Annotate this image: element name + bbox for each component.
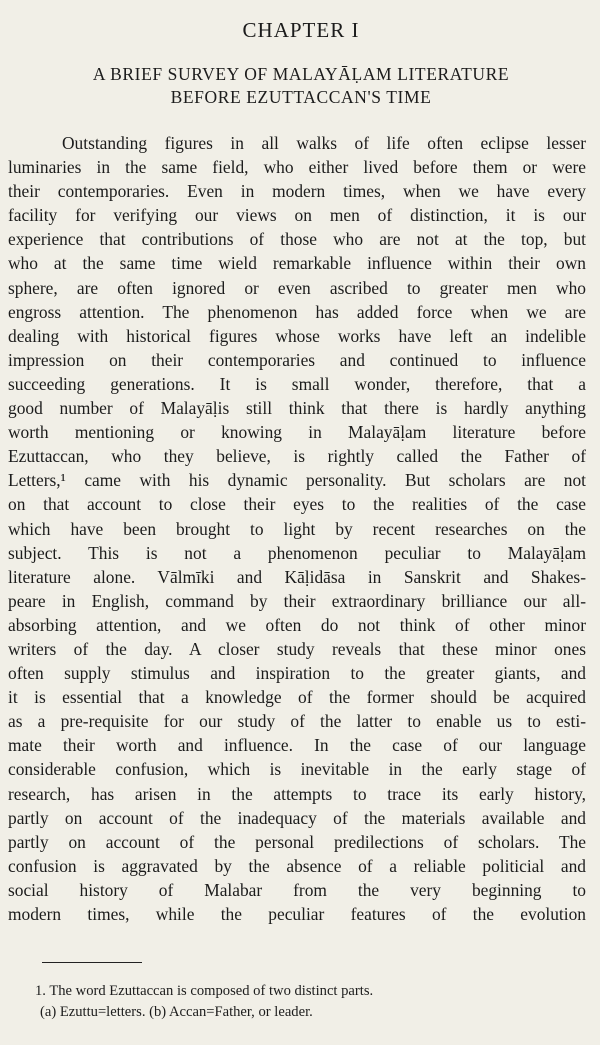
text-line: dealing with historical figures whose works have left an indelible: [8, 325, 586, 346]
text-line: engross attention. The phenomenon has added force when we are: [8, 301, 586, 322]
text-line: social history of Malabar from the very beginning to: [8, 879, 586, 900]
text-line: peare in English, command by their extraordinary brilliance our all-: [8, 590, 586, 611]
text-line: on that account to close their eyes to the realities of the case: [8, 494, 586, 515]
text-line: partly on account of the inadequacy of the materials available and: [8, 807, 586, 828]
chapter-heading: CHAPTER I: [242, 18, 360, 42]
text-line: subject. This is not a phenomenon peculiar to Malayāḷam: [8, 542, 586, 563]
text-line: it is essential that a knowledge of the former should be acquired: [8, 687, 586, 708]
text-line: literature alone. Vālmīki and Kāḷidāsa in Sanskrit and Shakes-: [8, 566, 586, 587]
text-line: as a pre-requisite for our study of the latter to enable us to esti-: [8, 711, 586, 732]
text-line: good number of Malayāḷis still think that there is hardly anything: [8, 398, 586, 419]
text-line: Ezuttaccan, who they believe, is rightly called the Father of: [8, 446, 586, 467]
footnote-line-1: 1. The word Ezuttaccan is composed of two distinct parts.: [35, 983, 374, 1000]
text-line: writers of the day. A closer study reveals that these minor ones: [8, 638, 586, 659]
chapter-title: [8, 63, 586, 109]
text-line: which have been brought to light by recent researches on the: [8, 518, 586, 539]
text-line: Letters,¹ came with his dynamic personality. But scholars are not: [8, 470, 586, 491]
text-line: worth mentioning or knowing in Malayāḷam literature before: [8, 422, 586, 443]
text-line: often supply stimulus and inspiration to the greater giants, and: [8, 663, 586, 684]
text-line: considerable confusion, which is inevitable in the early stage of: [8, 759, 586, 780]
footnotes: [8, 981, 586, 1023]
text-line: absorbing attention, and we often do not think of other minor: [8, 614, 586, 635]
text-line: impression on their contemporaries and continued to influence: [8, 349, 586, 370]
chapter-title-line-2: BEFORE EZUTTACCAN'S TIME: [170, 87, 432, 107]
footnote-divider: [42, 962, 142, 963]
text-line: mate their worth and influence. In the case of our language: [8, 735, 586, 756]
text-line: research, has arisen in the attempts to trace its early history,: [8, 783, 586, 804]
text-line: experience that contributions of those who are not at the top, but: [8, 229, 586, 250]
text-line: confusion is aggravated by the absence of a reliable politicial and: [8, 855, 586, 876]
text-line: luminaries in the same field, who either lived before them or were: [8, 157, 586, 178]
text-line: facility for verifying our views on men of distinction, it is our: [8, 205, 586, 226]
footnote-line-2: (a) Ezuttu=letters. (b) Accan=Father, or leader.: [40, 1004, 313, 1021]
text-line: partly on account of the personal predilections of scholars. The: [8, 831, 586, 852]
text-line: who at the same time wield remarkable influence within their own: [8, 253, 586, 274]
body-paragraph: [8, 131, 586, 926]
text-line: modern times, while the peculiar features of the evolution: [8, 904, 586, 924]
text-line: sphere, are often ignored or even ascribed to greater men who: [8, 277, 586, 298]
text-line: succeeding generations. It is small wonder, therefore, that a: [8, 373, 586, 394]
text-line: Outstanding figures in all walks of life often eclipse lesser: [62, 133, 586, 153]
text-line: their contemporaries. Even in modern times, when we have every: [8, 181, 586, 202]
chapter-title-line-1: A BRIEF SURVEY OF MALAYĀḶAM LITERATURE: [92, 64, 510, 84]
